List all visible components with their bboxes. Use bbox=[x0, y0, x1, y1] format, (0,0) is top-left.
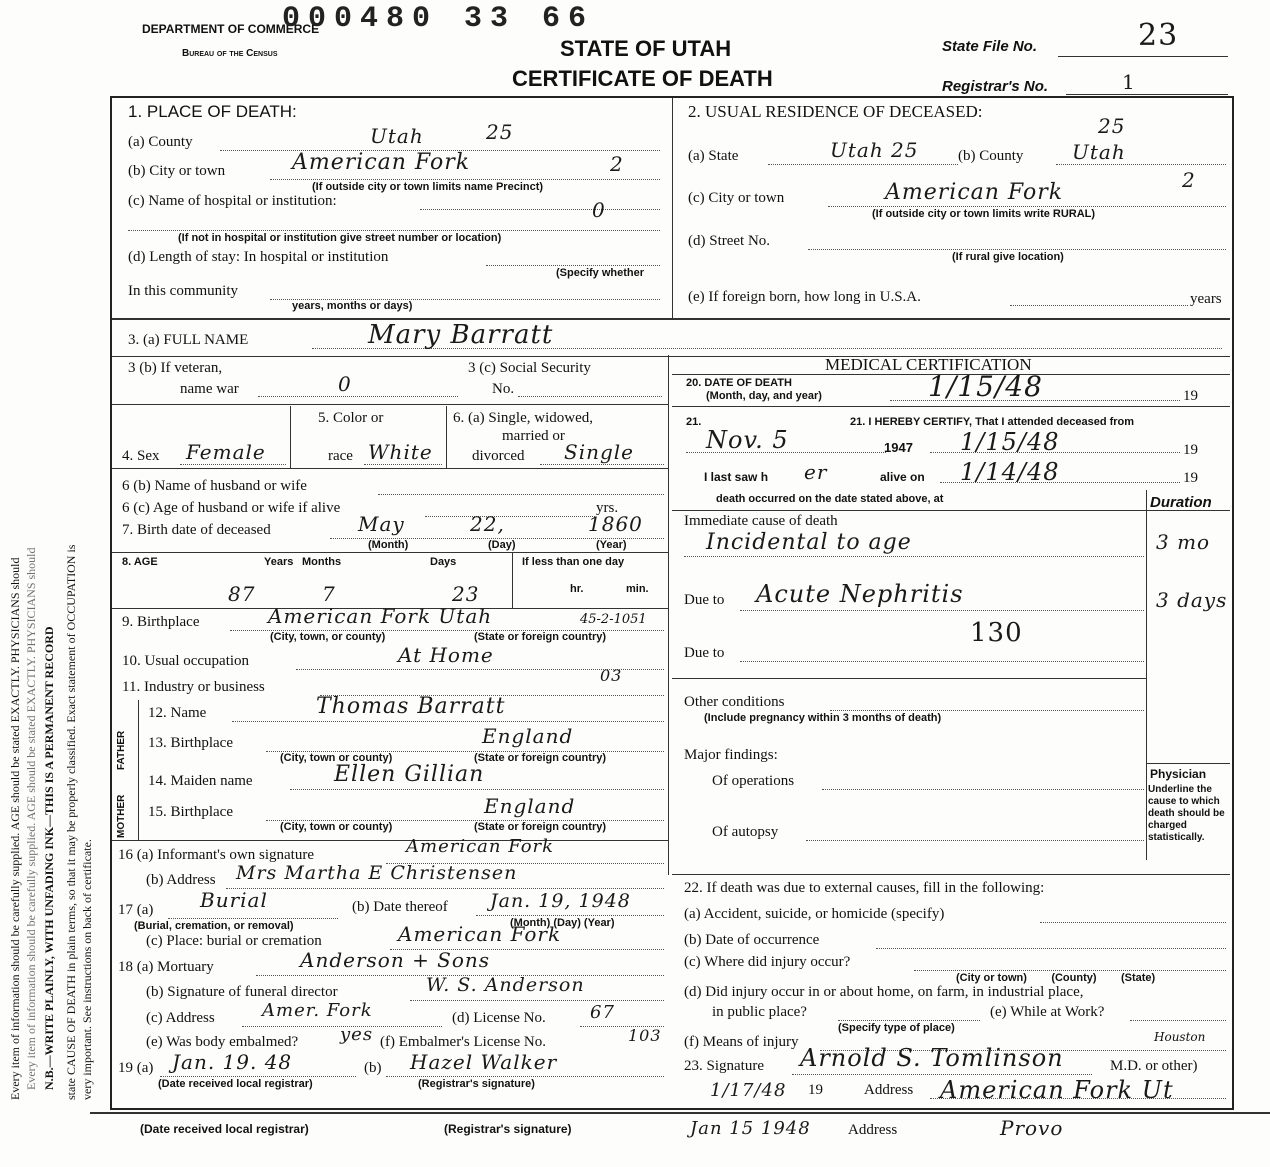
res-foreign-label: (e) If foreign born, how long in U.S.A. bbox=[688, 289, 921, 305]
certificate-title: CERTIFICATE OF DEATH bbox=[512, 66, 773, 91]
age-label: 8. AGE bbox=[122, 556, 158, 568]
immediate-duration: 3 mo bbox=[1156, 530, 1211, 554]
res-city-value: American Fork bbox=[885, 180, 1064, 205]
birthplace-note-2: (State or foreign country) bbox=[474, 631, 607, 643]
medical-heading: MEDICAL CERTIFICATION bbox=[825, 355, 1032, 374]
autopsy-label: Of autopsy bbox=[712, 824, 779, 840]
birthplace-label: 9. Birthplace bbox=[122, 614, 200, 630]
department-label: DEPARTMENT OF COMMERCE bbox=[142, 22, 320, 36]
age-months-label: Months bbox=[302, 556, 342, 568]
age-years: 87 bbox=[228, 582, 256, 606]
race-value: White bbox=[368, 440, 433, 464]
informant-address-label: (b) Address bbox=[146, 872, 216, 888]
last-saw-label: I last saw h bbox=[704, 470, 769, 484]
stamp-number: 000480 33 66 bbox=[282, 2, 595, 36]
pod-community-note: years, months or days) bbox=[292, 300, 413, 312]
director-address-label: (c) Address bbox=[146, 1010, 215, 1026]
signature-suffix: M.D. or other) bbox=[1110, 1058, 1198, 1074]
informant-sig-value: American Fork bbox=[406, 836, 555, 857]
father-birthplace-value: England bbox=[482, 724, 574, 748]
footer-date-value: Jan 15 1948 bbox=[690, 1118, 811, 1139]
father-bp-note-1: (City, town or county) bbox=[280, 752, 393, 764]
alive-year-suffix: 19 bbox=[1183, 470, 1198, 486]
pod-hospital-value: 0 bbox=[592, 198, 606, 222]
other-conditions-label: Other conditions bbox=[684, 694, 785, 710]
physician-note: Underline the cause to which death should be charged statistically. bbox=[1148, 784, 1225, 843]
color-label: 5. Color or bbox=[318, 410, 384, 426]
occupation-value: At Home bbox=[398, 643, 494, 667]
burial-date-note: (Month) (Day) (Year) bbox=[510, 917, 615, 929]
death-year-suffix: 19 bbox=[1183, 388, 1198, 404]
veteran-value: 0 bbox=[338, 372, 352, 396]
signature-label: 23. Signature bbox=[684, 1058, 764, 1074]
marital-value: Single bbox=[564, 440, 635, 464]
mother-birthplace-value: England bbox=[484, 794, 576, 818]
mortuary-label: 18 (a) Mortuary bbox=[118, 959, 214, 975]
age-hr-label: hr. bbox=[570, 583, 584, 595]
husband-age-label: 6 (c) Age of husband or wife if alive bbox=[122, 500, 341, 516]
informant-address-value: Mrs Martha E Christensen bbox=[236, 862, 518, 884]
res-street-note: (If rural give location) bbox=[952, 251, 1064, 263]
birth-year: 1860 bbox=[588, 512, 643, 536]
father-name-label: 12. Name bbox=[148, 705, 207, 721]
received-label: 19 (a) bbox=[118, 1060, 154, 1076]
husband-age-unit: yrs. bbox=[596, 500, 619, 516]
external-d-note: (Specify type of place) bbox=[838, 1022, 955, 1034]
res-county-code: 25 bbox=[1098, 114, 1126, 138]
attended-from-year: 1947 bbox=[884, 440, 913, 455]
sidebar-line-5: N.B.—WRITE PLAINLY, WITH UNFADING INK—THIS IS A PERMANENT RECORD bbox=[42, 626, 56, 1090]
mother-birthplace-label: 15. Birthplace bbox=[148, 804, 233, 820]
license-value: 67 bbox=[590, 1002, 615, 1023]
place-of-death-heading: 1. PLACE OF DEATH: bbox=[128, 102, 297, 121]
due1-label: Due to bbox=[684, 592, 725, 608]
signature-address-label: Address bbox=[864, 1082, 914, 1098]
birth-month: May bbox=[358, 512, 405, 536]
embalmer-label: (f) Embalmer's License No. bbox=[380, 1034, 546, 1050]
duration-label: Duration bbox=[1150, 494, 1212, 511]
signature-value: Arnold S. Tomlinson bbox=[800, 1044, 1064, 1072]
director-value: W. S. Anderson bbox=[426, 974, 585, 996]
pod-city-value: American Fork bbox=[292, 150, 471, 175]
occupation-code: 03 bbox=[600, 666, 623, 685]
mother-bp-note-2: (State or foreign country) bbox=[474, 821, 607, 833]
pod-community-label: In this community bbox=[128, 283, 238, 299]
registrar-number: 1 bbox=[1122, 70, 1136, 94]
received-value: Jan. 19. 48 bbox=[172, 1050, 293, 1074]
mother-maiden-value: Ellen Gillian bbox=[334, 762, 485, 787]
birth-day: 22, bbox=[470, 512, 505, 536]
burial-value: Burial bbox=[200, 888, 268, 912]
occurred-label: death occurred on the date stated above, at bbox=[716, 493, 944, 505]
birthplace-value: American Fork Utah bbox=[268, 604, 493, 628]
ssn-label: 3 (c) Social Security bbox=[468, 360, 591, 376]
director-address-value: Amer. Fork bbox=[262, 1000, 373, 1021]
industry-label: 11. Industry or business bbox=[122, 679, 265, 695]
pod-city-code: 2 bbox=[610, 152, 624, 176]
license-label: (d) License No. bbox=[452, 1010, 546, 1026]
other-conditions-note: (Include pregnancy within 3 months of death) bbox=[704, 712, 942, 724]
sidebar-line-1: Every item of information should be carefully supplied. AGE should be stated EXACTLY. PHYSICIANS should bbox=[8, 557, 22, 1100]
informant-sig-label: 16 (a) Informant's own signature bbox=[118, 847, 314, 863]
marital-label-2: married or bbox=[502, 428, 565, 444]
birth-year-note: (Year) bbox=[596, 539, 627, 551]
operations-label: Of operations bbox=[712, 773, 795, 789]
res-city-note: (If outside city or town limits write RURAL) bbox=[872, 208, 1096, 220]
full-name-label: 3. (a) FULL NAME bbox=[128, 332, 249, 348]
certify-number: 21. bbox=[686, 416, 702, 428]
signature-address-value: American Fork Ut bbox=[940, 1076, 1174, 1104]
pod-county-value: Utah bbox=[370, 124, 424, 148]
marital-label-3: divorced bbox=[472, 448, 525, 464]
embalmer-value: 103 bbox=[628, 1026, 662, 1045]
pod-stay-label: (d) Length of stay: In hospital or institution bbox=[128, 249, 389, 265]
attended-year-suffix: 19 bbox=[1183, 442, 1198, 458]
pod-city-label: (b) City or town bbox=[128, 163, 226, 179]
external-c-notes: (City or town) (County) (State) bbox=[956, 972, 1156, 984]
external-heading: 22. If death was due to external causes, fill in the following: bbox=[684, 880, 1045, 896]
received-note: (Date received local registrar) bbox=[158, 1078, 313, 1090]
veteran-war-label: name war bbox=[180, 381, 239, 397]
bureau-label: Bureau of the Census bbox=[182, 48, 278, 59]
res-foreign-unit: years bbox=[1190, 291, 1222, 307]
registrar-label: Registrar's No. bbox=[942, 78, 1049, 95]
res-city-code: 2 bbox=[1182, 168, 1196, 192]
sex-value: Female bbox=[186, 440, 266, 464]
external-a-label: (a) Accident, suicide, or homicide (specify) bbox=[684, 906, 945, 922]
age-months: 7 bbox=[322, 582, 336, 606]
burial-place-value: American Fork bbox=[398, 922, 562, 946]
state-file-number: 23 bbox=[1138, 18, 1179, 53]
external-e-label: (e) While at Work? bbox=[990, 1004, 1105, 1020]
mother-side-label: MOTHER bbox=[116, 794, 127, 838]
veteran-label: 3 (b) If veteran, bbox=[128, 360, 223, 376]
immediate-cause-label: Immediate cause of death bbox=[684, 513, 838, 529]
registrar-sig-label: (b) bbox=[364, 1060, 382, 1076]
embalmed-value: yes bbox=[340, 1024, 374, 1045]
external-f-value: Houston bbox=[1154, 1030, 1206, 1044]
sidebar-line-2: state CAUSE OF DEATH in plain terms, so that it may be properly classified. Exact statement of OCCUPATION is bbox=[64, 544, 78, 1100]
residence-heading: 2. USUAL RESIDENCE OF DECEASED: bbox=[688, 102, 983, 121]
physician-head: Physician bbox=[1150, 767, 1207, 781]
birthplace-code: 45-2-1051 bbox=[580, 612, 647, 627]
pod-stay-note: (Specify whether bbox=[556, 267, 645, 279]
res-county-label: (b) County bbox=[958, 148, 1024, 164]
ssn-no-label: No. bbox=[492, 381, 515, 397]
death-date-label: 20. DATE OF DEATH bbox=[686, 377, 792, 389]
alive-on-value: 1/14/48 bbox=[960, 458, 1060, 486]
res-city-label: (c) City or town bbox=[688, 190, 785, 206]
footer-address-value: Provo bbox=[1000, 1116, 1064, 1140]
age-less-label: If less than one day bbox=[522, 556, 625, 568]
sidebar-line-3: very important. See instructions on back of certificate. bbox=[80, 839, 94, 1100]
burial-date-label: (b) Date thereof bbox=[352, 899, 448, 915]
director-label: (b) Signature of funeral director bbox=[146, 984, 338, 1000]
death-date-value: 1/15/48 bbox=[928, 370, 1043, 403]
sidebar-line-4: Every item of information should be carefully supplied. AGE should be stated EXACTLY. PHYSICIANS should bbox=[24, 547, 38, 1090]
footer-address-label: Address bbox=[848, 1122, 898, 1138]
pod-county-code: 25 bbox=[486, 120, 514, 144]
state-title: STATE OF UTAH bbox=[560, 36, 732, 61]
signature-year-label: 19 bbox=[808, 1082, 823, 1098]
father-side-label: FATHER bbox=[116, 730, 127, 770]
age-days-label: Days bbox=[430, 556, 457, 568]
father-birthplace-label: 13. Birthplace bbox=[148, 735, 233, 751]
race-label: race bbox=[328, 448, 353, 464]
birthplace-note-1: (City, town, or county) bbox=[270, 631, 386, 643]
mortuary-value: Anderson + Sons bbox=[300, 948, 491, 972]
father-bp-note-2: (State or foreign country) bbox=[474, 752, 607, 764]
immediate-cause-value: Incidental to age bbox=[706, 530, 912, 555]
death-date-note: (Month, day, and year) bbox=[706, 390, 822, 402]
marital-label: 6. (a) Single, widowed, bbox=[453, 410, 593, 426]
external-b-label: (b) Date of occurrence bbox=[684, 932, 820, 948]
due2-label: Due to bbox=[684, 645, 725, 661]
full-name-value: Mary Barratt bbox=[368, 320, 554, 350]
res-county-value: Utah bbox=[1072, 140, 1126, 164]
age-days: 23 bbox=[452, 582, 480, 606]
registrar-sig-value: Hazel Walker bbox=[410, 1050, 558, 1074]
pod-city-note: (If outside city or town limits name Precinct) bbox=[312, 181, 544, 193]
due1-duration: 3 days bbox=[1156, 588, 1228, 612]
cause-code: 130 bbox=[970, 618, 1023, 648]
age-min-label: min. bbox=[626, 583, 649, 595]
husband-label: 6 (b) Name of husband or wife bbox=[122, 478, 307, 494]
external-f-label: (f) Means of injury bbox=[684, 1034, 799, 1050]
embalmed-label: (e) Was body embalmed? bbox=[146, 1034, 299, 1050]
sex-label: 4. Sex bbox=[122, 448, 160, 464]
attended-from: Nov. 5 bbox=[706, 426, 789, 454]
birth-date-label: 7. Birth date of deceased bbox=[122, 522, 271, 538]
burial-place-label: (c) Place: burial or cremation bbox=[146, 933, 322, 949]
external-d-label: (d) Did injury occur in or about home, on farm, in industrial place, bbox=[684, 984, 1084, 1000]
pod-hospital-note: (If not in hospital or institution give street number or location) bbox=[178, 232, 502, 244]
mother-bp-note-1: (City, town or county) bbox=[280, 821, 393, 833]
burial-label: 17 (a) bbox=[118, 902, 154, 918]
registrar-sig-note: (Registrar's signature) bbox=[418, 1078, 535, 1090]
pod-hospital-label: (c) Name of hospital or institution: bbox=[128, 193, 337, 209]
burial-note: (Burial, cremation, or removal) bbox=[134, 920, 294, 932]
footer-received-note: (Date received local registrar) bbox=[140, 1122, 309, 1136]
last-saw-her: er bbox=[804, 460, 828, 484]
birth-day-note: (Day) bbox=[488, 539, 516, 551]
external-c-label: (c) Where did injury occur? bbox=[684, 954, 851, 970]
pod-county-label: (a) County bbox=[128, 134, 193, 150]
certify-label: 21. I HEREBY CERTIFY, That I attended deceased from bbox=[850, 416, 1135, 428]
mother-maiden-label: 14. Maiden name bbox=[148, 773, 253, 789]
alive-on-label: alive on bbox=[880, 470, 925, 484]
birth-month-note: (Month) bbox=[368, 539, 409, 551]
age-years-label: Years bbox=[264, 556, 294, 568]
signature-date: 1/17/48 bbox=[710, 1080, 787, 1101]
occupation-label: 10. Usual occupation bbox=[122, 653, 250, 669]
burial-date-value: Jan. 19, 1948 bbox=[490, 890, 631, 912]
external-d-label-2: in public place? bbox=[712, 1004, 807, 1020]
res-state-label: (a) State bbox=[688, 148, 739, 164]
instructions-sidebar bbox=[6, 100, 106, 1100]
father-name-value: Thomas Barratt bbox=[316, 694, 506, 719]
major-findings-label: Major findings: bbox=[684, 747, 778, 763]
res-street-label: (d) Street No. bbox=[688, 233, 771, 249]
due1-value: Acute Nephritis bbox=[756, 580, 964, 608]
footer-registrar-note: (Registrar's signature) bbox=[444, 1122, 572, 1136]
res-state-value: Utah 25 bbox=[830, 138, 919, 162]
state-file-label: State File No. bbox=[942, 38, 1038, 55]
attended-to: 1/15/48 bbox=[960, 428, 1060, 456]
